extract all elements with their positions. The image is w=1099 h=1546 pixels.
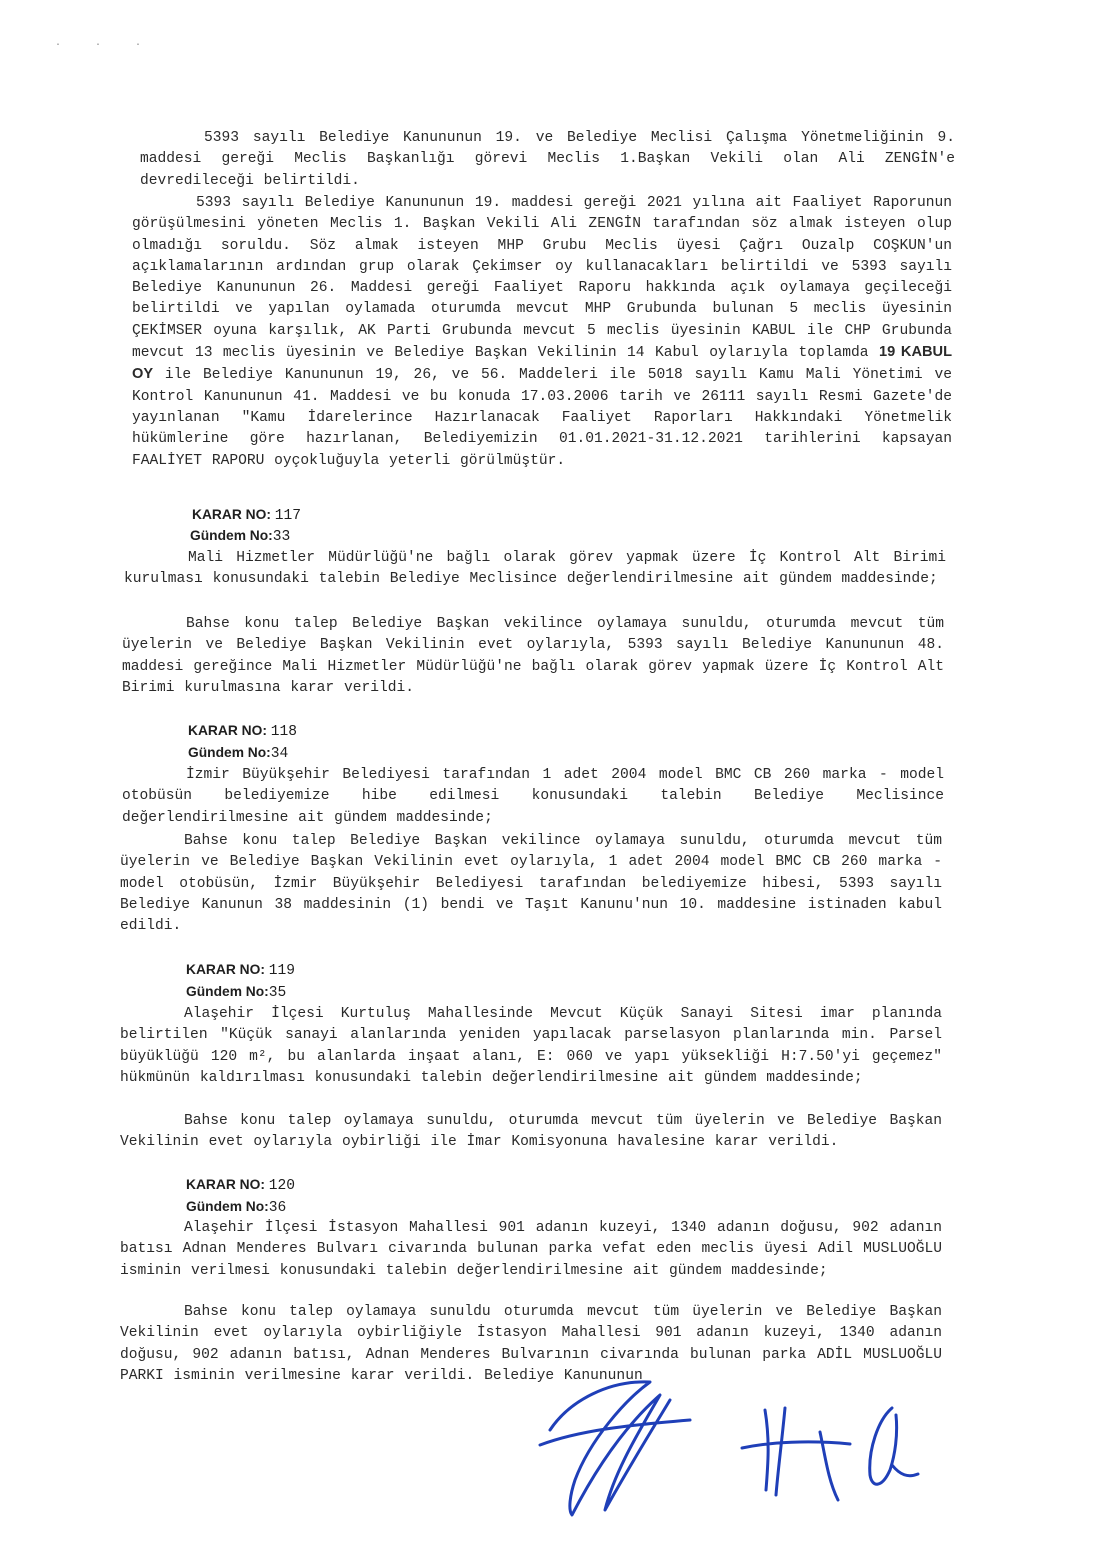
gundem-no-34: Gündem No:34 [188, 745, 289, 762]
decision-120-result: Bahse konu talep oylamaya sunuldu oturumda mevcut tüm üyelerin ve Belediye Başkan Vekilinin evet oylarıyla oybirliğiyle İstasyon Mahallesi 901 adanın kuzeyi, 1340 adanın doğusu, 902 adanın batısı, Adnan Menderes Bulvarının civarında bulunan parka ADİL MUSLUOĞLU PARKI isminin verilmesine karar verildi. Belediye Kanununun [120, 1304, 942, 1384]
decision-118-subject: İzmir Büyükşehir Belediyesi tarafından 1 adet 2004 model BMC CB 260 marka - model otobüsün belediyemize hibe edilmesi konusundaki talebin Belediye Meclisince değerlendirilmesine ait gündem maddesinde; [122, 767, 944, 826]
gundem-no-35: Gündem No:35 [186, 984, 287, 1001]
decision-120-subject: Alaşehir İlçesi İstasyon Mahallesi 901 adanın kuzeyi, 1340 adanın doğusu, 902 adanın batısı Adnan Menderes Bulvarı civarında bulunan parka vefat eden meclis üyesi Adil MUSLUOĞLU isminin verilmesi konusundaki talebin değerlendirilmesine ait gündem maddesinde; [120, 1220, 942, 1279]
intro-paragraph-2 [132, 193, 952, 472]
decision-118-result: Bahse konu talep Belediye Başkan vekilince oylamaya sunuldu, oturumda mevcut tüm üyelerin ve Belediye Başkan Vekilinin evet oylarıyla, 1 adet 2004 model BMC CB 260 marka - model otobüsün, İzmir Büyükşehir Belediyesi tarafından belediyemize hibesi, 5393 sayılı Belediye Kanunun 38 maddesinin (1) bendi ve Taşıt Kanunu'nun 10. maddesine istinaden kabul edildi. [120, 833, 942, 935]
karar-no-120: KARAR NO: 120 [186, 1177, 296, 1194]
signature-1 [540, 1382, 690, 1515]
intro-paragraph-2-part-b: ile Belediye Kanununun 19, 26, ve 56. Maddeleri ile 5018 sayılı Kamu Mali Yönetimi ve Kontrol Kanununun 41. Maddesi ve bu konuda 17.03.2006 tarih ve 26111 sayılı Resmi Gazete'de yayınlanan "Kamu İdarelerince Hazırlanacak Faaliyet Raporları Hakkındaki Yönetmelik hükümlerine göre hazırlanan, Belediyemizin 01.01.2021-31.12.2021 tarihlerini kapsayan FAALİYET RAPORU oyçokluğuyla yeterli görülmüştür. [132, 367, 952, 469]
signatures [520, 1370, 940, 1520]
gundem-no-33: Gündem No:33 [190, 528, 291, 545]
decision-119-result: Bahse konu talep oylamaya sunuldu, oturumda mevcut tüm üyelerin ve Belediye Başkan Vekilinin evet oylarıyla oybirliği ile İmar Komisyonuna havalesine karar verildi. [120, 1113, 942, 1151]
karar-no-119: KARAR NO: 119 [186, 962, 296, 979]
decision-117-subject: Mali Hizmetler Müdürlüğü'ne bağlı olarak görev yapmak üzere İç Kontrol Alt Birimi kurulması konusundaki talebin Belediye Meclisince değerlendirilmesine ait gündem maddesinde; [124, 550, 946, 588]
gundem-no-36: Gündem No:36 [186, 1199, 287, 1216]
karar-no-117: KARAR NO: 117 [192, 507, 302, 524]
total-votes: 19 KABUL OY [132, 344, 952, 383]
signature-2 [742, 1408, 850, 1500]
scan-specks: · · · [55, 40, 156, 51]
intro-paragraph-2-part-a: 5393 sayılı Belediye Kanununun 19. maddesi gereği 2021 yılına ait Faaliyet Raporunun görüşülmesini yöneten Meclis 1. Başkan Vekili Ali ZENGİN tarafından söz almak isteyen olup olmadığı soruldu. Söz almak isteyen MHP Grubu Meclis üyesi Çağrı Ouzalp COŞKUN'un açıklamalarının ardından grup olarak Çekimser oy kullanacakları belirtildi ve 5393 sayılı Belediye Kanununun 26. Maddesi gereği Faaliyet Raporu hakkında açık oylamaya geçileceği belirtildi ve yapılan oylamada oturumda mevcut MHP Grubunda bulunan 5 meclis üyesinin ÇEKİMSER oyuna karşılık, AK Parti Grubunda mevcut 5 meclis üyesinin KABUL ile CHP Grubunda mevcut 13 meclis üyesinin ve Belediye Başkan Vekilinin 14 Kabul oylarıyla toplamda [132, 195, 952, 362]
signature-3 [870, 1408, 918, 1484]
decision-119-subject: Alaşehir İlçesi Kurtuluş Mahallesinde Mevcut Küçük Sanayi Sitesi imar planında belirtilen "Küçük sanayi alanlarında yeniden yapılacak parselasyon planlarında min. Parsel büyüklüğü 120 m², bu alanlarda inşaat alanı, E: 060 ve yapı yüksekliği H:7.50'yi geçemez" hükmünün kaldırılması konusundaki talebin değerlendirilmesine ait gündem maddesinde; [120, 1006, 942, 1086]
karar-no-118: KARAR NO: 118 [188, 723, 298, 740]
decision-117-result: Bahse konu talep Belediye Başkan vekilince oylamaya sunuldu, oturumda mevcut tüm üyelerin ve Belediye Başkan Vekilinin evet oylarıyla, 5393 sayılı Belediye Kanununun 48. maddesi gereğince Mali Hizmetler Müdürlüğü'ne bağlı olarak görev yapmak üzere İç Kontrol Alt Birimi kurulmasına karar verildi. [122, 616, 944, 696]
intro-paragraph-1: 5393 sayılı Belediye Kanununun 19. ve Belediye Meclisi Çalışma Yönetmeliğinin 9. maddesi gereği Meclis Başkanlığı görevi Meclis 1.Başkan Vekili olan Ali ZENGİN'e devredileceği belirtildi. [140, 130, 955, 189]
